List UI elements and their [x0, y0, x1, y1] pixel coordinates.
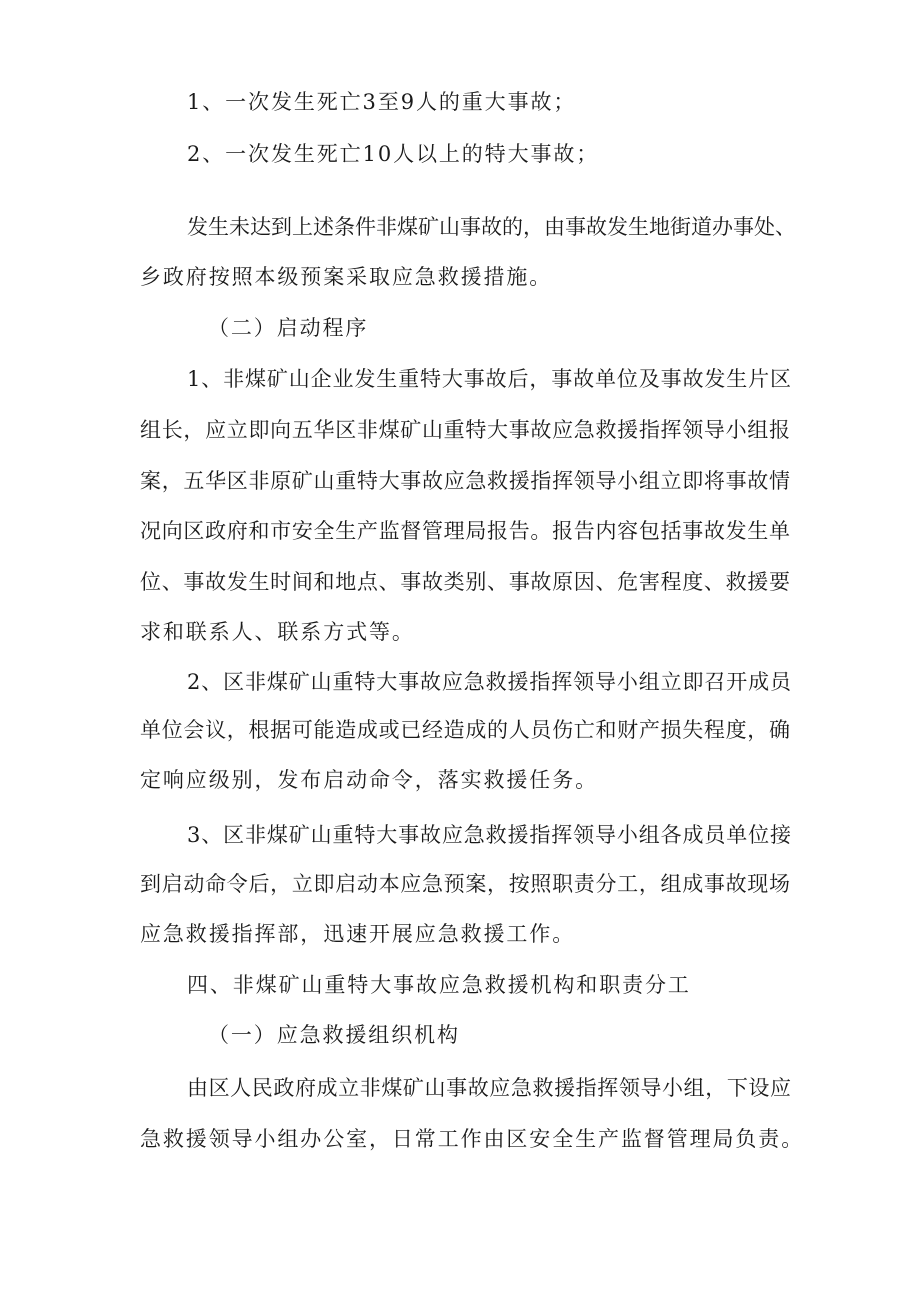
- list-item-1: 1、一次发生死亡3至9人的重大事故；: [187, 90, 577, 114]
- paragraph-line: 发生未达到上述条件非煤矿山事故的，由事故发生地街道办事处、: [187, 215, 796, 239]
- paragraph-line: 3、区非煤矿山重特大事故应急救援指挥领导小组各成员单位接: [187, 823, 791, 847]
- paragraph-line: 由区人民政府成立非煤矿山事故应急救援指挥领导小组，下设应: [187, 1076, 791, 1100]
- paragraph-line: 况向区政府和市安全生产监督管理局报告。报告内容包括事故发生单: [140, 519, 790, 543]
- section-heading-startup: （二）启动程序: [208, 316, 369, 340]
- paragraph-line: 2、区非煤矿山重特大事故应急救援指挥领导小组立即召开成员: [187, 670, 791, 694]
- paragraph-line: 定响应级别，发布启动命令，落实救援任务。: [140, 768, 598, 792]
- paragraph-line: 急救援领导小组办公室，日常工作由区安全生产监督管理局负责。: [140, 1127, 805, 1151]
- list-item-2: 2、一次发生死亡10人以上的特大事故；: [187, 142, 600, 166]
- paragraph-line: 案，五华区非原矿山重特大事故应急救援指挥领导小组立即将事故情: [140, 469, 790, 493]
- paragraph-line: 组长，应立即向五华区非煤矿山重特大事故应急救援指挥领导小组报: [140, 418, 790, 442]
- paragraph-line: 乡政府按照本级预案采取应急救援措施。: [140, 265, 553, 289]
- paragraph-line: 单位会议，根据可能造成或已经造成的人员伤亡和财产损失程度，确: [140, 718, 790, 742]
- paragraph-line: 到启动命令后，立即启动本应急预案，按照职责分工，组成事故现场: [140, 872, 790, 896]
- paragraph-line: 位、事故发生时间和地点、事故类别、事故原因、危害程度、救援要: [140, 570, 790, 594]
- paragraph-line: 1、非煤矿山企业发生重特大事故后，事故单位及事故发生片区: [187, 367, 791, 391]
- subsection-heading: （一）应急救援组织机构: [208, 1023, 460, 1047]
- section-heading-organization: 四、非煤矿山重特大事故应急救援机构和职责分工: [187, 973, 691, 997]
- paragraph-line: 求和联系人、联系方式等。: [140, 620, 415, 644]
- paragraph-line: 应急救援指挥部，迅速开展应急救援工作。: [140, 922, 576, 946]
